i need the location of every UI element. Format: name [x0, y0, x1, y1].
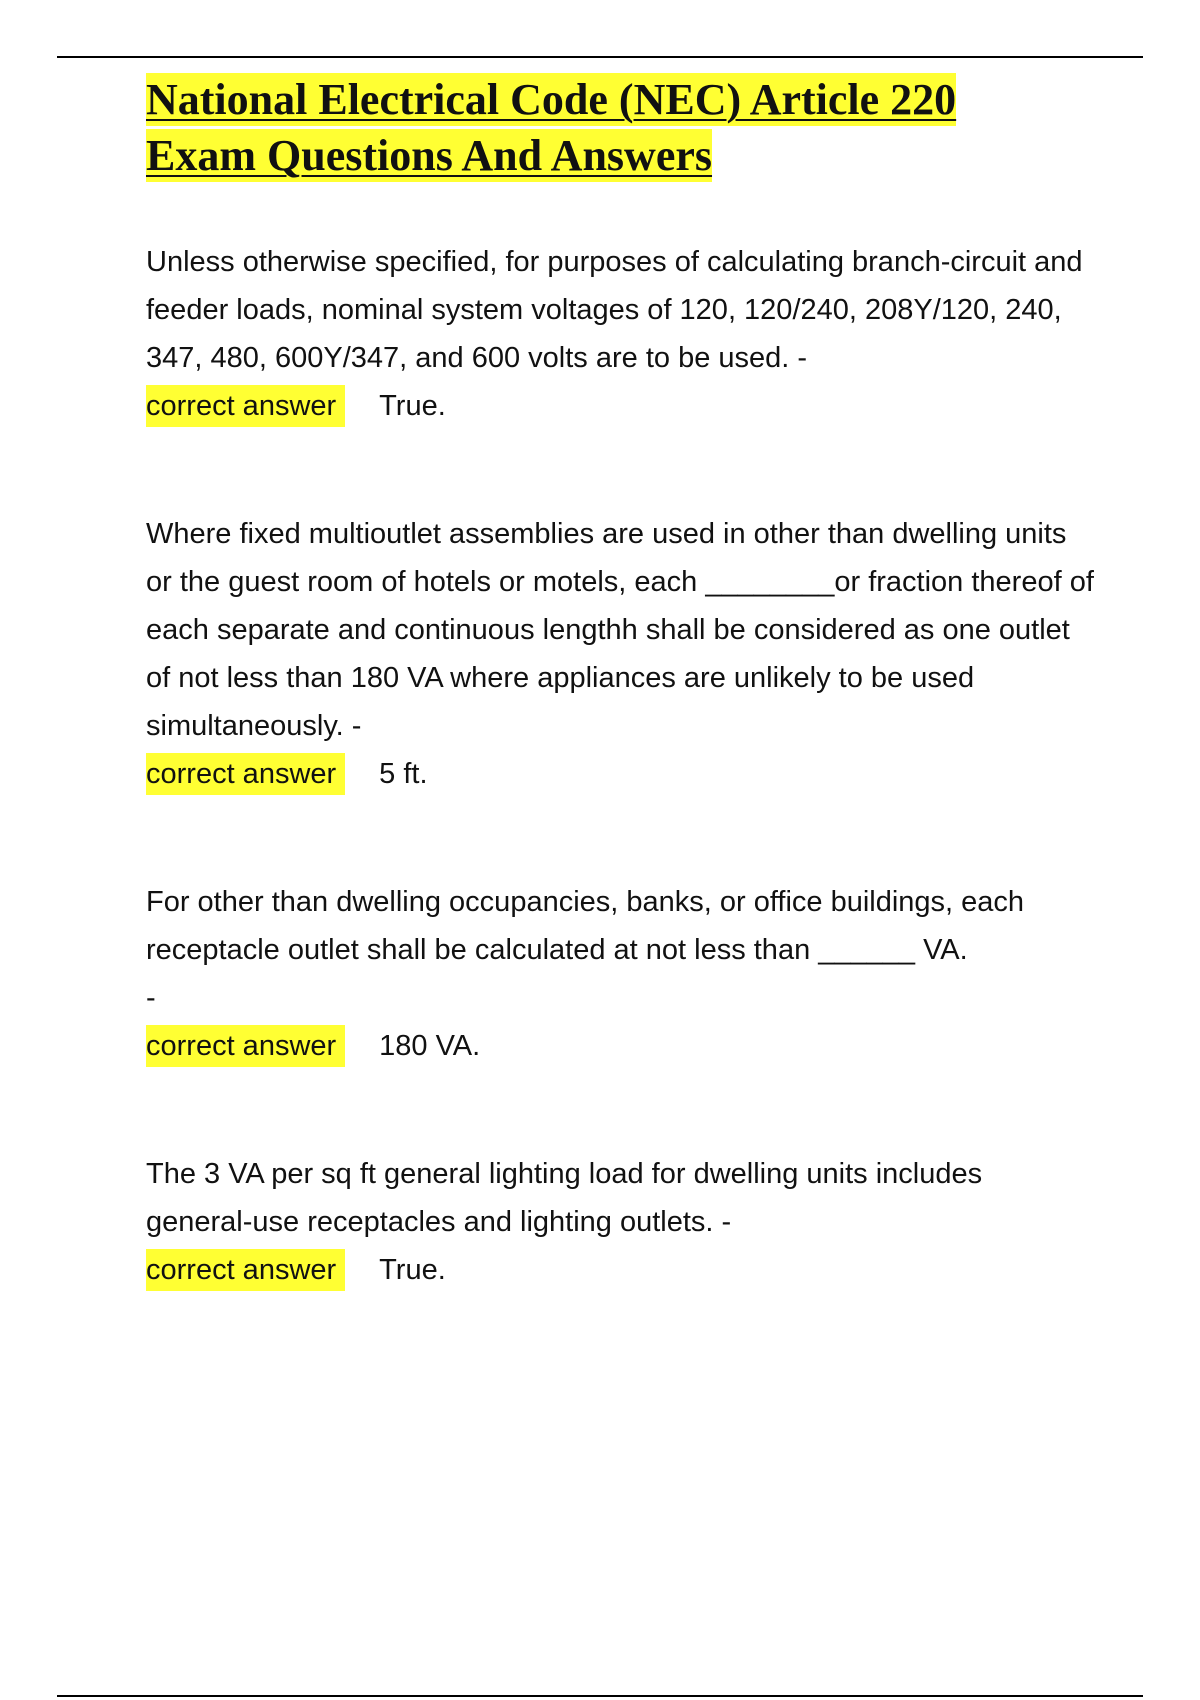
answer-value: True.	[379, 390, 446, 422]
qa-item-2	[146, 510, 1096, 798]
question-text: Unless otherwise specified, for purposes of calculating branch-circuit and feeder loads, nominal system voltages of 120, 120/240, 208Y/120, 240, 347, 480, 600Y/347, and 600 volts are to be used. -	[146, 246, 1083, 374]
title-line-2: Exam Questions And Answers	[146, 131, 713, 180]
bottom-rule	[57, 1695, 1143, 1697]
answer-line	[146, 1246, 1096, 1294]
question-text: The 3 VA per sq ft general lighting load for dwelling units includes general-use receptacles and lighting outlets. -	[146, 1158, 983, 1238]
top-rule	[57, 56, 1143, 58]
answer-label: correct answer	[146, 385, 345, 427]
title-line-1: National Electrical Code (NEC) Article 220	[146, 75, 957, 124]
answer-label: correct answer	[146, 753, 345, 795]
trailing-dash: -	[146, 982, 156, 1014]
answer-line	[146, 750, 1096, 798]
question-text: Where fixed multioutlet assemblies are used in other than dwelling units or the guest room of hotels or motels, each ________or fraction thereof of each separate and continuous lengthh shall be considered as one outlet of not less than 180 VA where appliances are unlikely to be used simultaneously. -	[146, 518, 1094, 742]
answer-line	[146, 382, 1096, 430]
qa-item-4	[146, 1150, 1096, 1294]
document-title	[146, 72, 1096, 184]
qa-item-3	[146, 878, 1096, 1070]
answer-line	[146, 1022, 1096, 1070]
answer-value: True.	[379, 1254, 446, 1286]
answer-label: correct answer	[146, 1249, 345, 1291]
question-text: For other than dwelling occupancies, banks, or office buildings, each receptacle outlet shall be calculated at not less than ______ VA.	[146, 886, 1025, 966]
qa-item-1	[146, 238, 1096, 430]
answer-value: 180 VA.	[379, 1030, 481, 1062]
answer-value: 5 ft.	[379, 758, 428, 790]
answer-label: correct answer	[146, 1025, 345, 1067]
page-content	[146, 72, 1096, 1286]
